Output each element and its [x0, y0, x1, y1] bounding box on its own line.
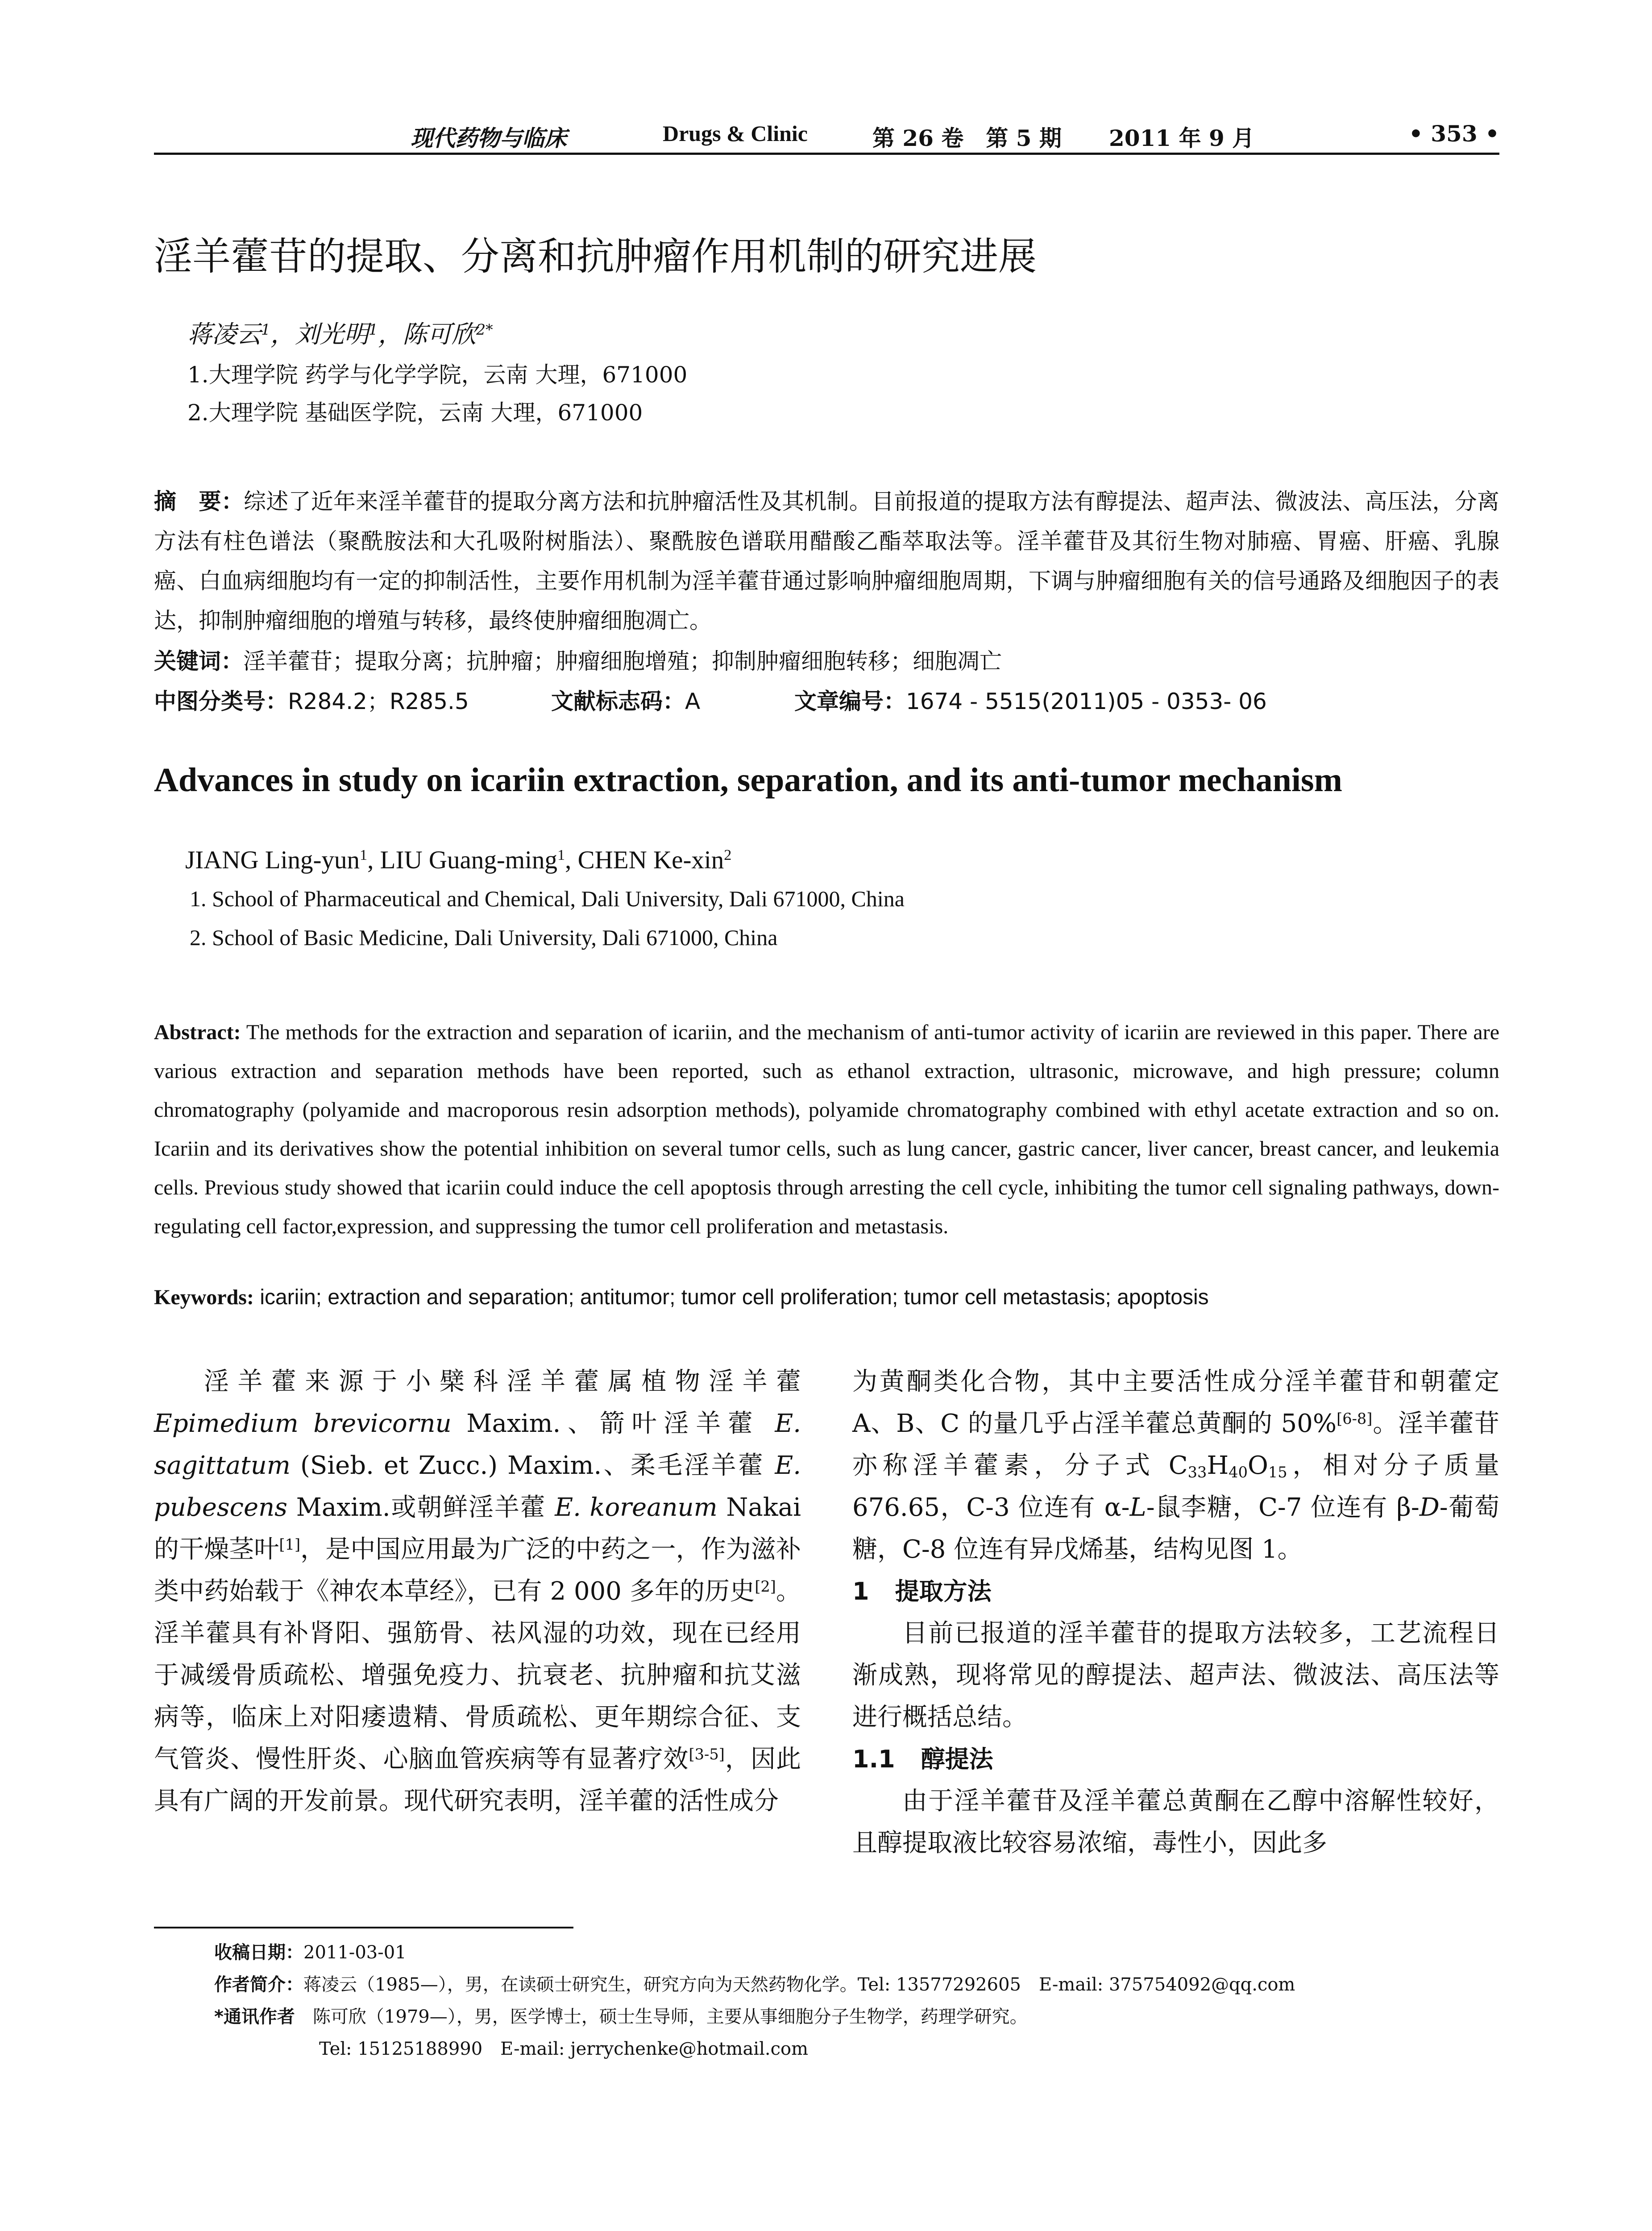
body-column-left	[154, 1361, 801, 1822]
article-title-cn: 淫羊藿苷的提取、分离和抗肿瘤作用机制的研究进展	[154, 234, 1037, 279]
body-paragraph: 目前已报道的淫羊藿苷的提取方法较多，工艺流程日渐成熟，现将常见的醇提法、超声法、微波法、高压法等进行概括总结。	[852, 1619, 1499, 1732]
author-list-cn: 蒋凌云$^1$，刘光明$^1$，陈可欣$^{2*}$	[187, 320, 493, 348]
volume-issue: 第 26 卷 第 5 期	[872, 125, 1062, 151]
journal-name-en: Drugs & Clinic	[663, 121, 808, 146]
keywords-text-en: icariin; extraction and separation; antitumor; tumor cell proliferation; tumor cell metastasis; apoptosis	[260, 1286, 1209, 1309]
classification-line	[154, 684, 1499, 715]
journal-name-cn: 现代药物与临床	[411, 125, 567, 151]
abstract-label-cn: 摘 要：	[154, 489, 244, 514]
abstract-cn	[154, 482, 1499, 641]
author-affil-mark: 2*	[476, 320, 493, 338]
body-paragraph: 淫羊藿来源于小檗科淫羊藿属植物淫羊藿 Epimedium brevicornu Maxim.、箭叶淫羊藿 E. sagittatum (Sieb. et Zucc.) Maxim.、柔毛淫羊藿 E. pubescens Maxim.或朝鲜淫羊藿 E. koreanum Nakai 的干燥茎叶[1]，是中国应用最为广泛的中药之一，作为滋补类中药始载于《神农本草经》，已有 2 000 多年的历史[2]。淫羊藿具有补肾阳、强筋骨、祛风湿的功效，现在已经用于减缓骨质疏松、增强免疫力、抗衰老、抗肿瘤和抗艾滋病等，临床上对阳痿遗精、骨质疏松、更年期综合征、支气管炎、慢性肝炎、心脑血管疾病等有显著疗效[3-5]，因此具有广阔的开发前景。现代研究表明，淫羊藿的活性成分	[154, 1367, 801, 1816]
document-code: 文献标志码：A	[551, 688, 701, 714]
article-title-en: Advances in study on icariin extraction, separation, and its anti-tumor mechanism	[154, 761, 1342, 799]
author-affil-mark: 2	[724, 847, 732, 864]
footnote-divider	[154, 1927, 573, 1928]
author-affil-mark: 1	[360, 847, 368, 864]
keywords-label-cn: 关键词：	[154, 648, 243, 674]
affiliation-cn-2: 2.大理学院 基础医学院，云南 大理，671000	[187, 400, 643, 426]
affiliation-en-1: 1. School of Pharmaceutical and Chemical, Dali University, Dali 671000, China	[190, 886, 905, 911]
author-name: 蒋凌云	[187, 320, 261, 348]
running-header	[154, 117, 1499, 155]
section-heading: 1 提取方法	[852, 1577, 992, 1605]
author-name: LIU Guang-ming	[380, 846, 557, 874]
body-paragraph: 为黄酮类化合物，其中主要活性成分淫羊藿苷和朝藿定 A、B、C 的量几乎占淫羊藿总黄酮的 50%[6-8]。淫羊藿苷亦称淫羊藿素，分子式 $C_{33}H_{40}O_{15}$，相对分子质量 676.65，C-3 位连有 α-L-鼠李糖，C-7 位连有 β-D-葡萄糖，C-8 位连有异戊烯基，结构见图 1。	[852, 1367, 1500, 1564]
keywords-text-cn: 淫羊藿苷；提取分离；抗肿瘤；肿瘤细胞增殖；抑制肿瘤细胞转移；细胞凋亡	[243, 648, 1002, 674]
author-bio: 作者简介：蒋凌云（1985—），男，在读硕士研究生，研究方向为天然药物化学。Tel: 13577292605 E-mail: 375754092@qq.com	[214, 1974, 1295, 1995]
species-name: E. koreanum	[555, 1493, 718, 1522]
clc-number: 中图分类号：R284.2；R285.5	[154, 688, 469, 714]
affiliation-en-2: 2. School of Basic Medicine, Dali University, Dali 671000, China	[190, 925, 778, 950]
keywords-en	[154, 1285, 1209, 1310]
author-affil-mark: 1	[557, 847, 565, 864]
keywords-label-en: Keywords:	[154, 1286, 254, 1309]
author-name: 陈可欣	[403, 320, 477, 348]
abstract-label-en: Abstract:	[154, 1020, 241, 1044]
author-list-en: JIANG Ling-yun$^1$, LIU Guang-ming$^1$, CHEN Ke-xin$^2$	[185, 846, 732, 874]
author-affil-mark: 1	[261, 320, 271, 338]
citation: [6-8]	[1337, 1410, 1373, 1427]
author-name: 刘光明	[295, 320, 369, 348]
corresponding-contact: Tel: 15125188990 E-mail: jerrychenke@hotmail.com	[319, 2039, 809, 2059]
body-paragraph: 由于淫羊藿苷及淫羊藿总黄酮在乙醇中溶解性较好，且醇提取液比较容易浓缩，毒性小，因此多	[852, 1787, 1499, 1858]
species-name: E. sagittatum	[154, 1409, 801, 1480]
species-name: E. pubescens	[154, 1451, 801, 1522]
corresponding-author: *通讯作者 陈可欣（1979—），男，医学博士，硕士生导师，主要从事细胞分子生物学，药理学研究。	[214, 2007, 1028, 2027]
received-date: 收稿日期：2011-03-01	[214, 1942, 407, 1963]
affiliation-cn-1: 1.大理学院 药学与化学学院，云南 大理，671000	[187, 362, 688, 388]
abstract-en	[154, 1013, 1499, 1246]
abstract-text-en: The methods for the extraction and separation of icariin, and the mechanism of anti-tumor activity of icariin are reviewed in this paper. There are various extraction and separation methods have been reported, such as ethanol extraction, ultrasonic, microwave, and high pressure; column chromatography (polyamide and macroporous resin adsorption methods), polyamide chromatography combined with ethyl acetate extraction and so on. Icariin and its derivatives show the potential inhibition on several tumor cells, such as lung cancer, gastric cancer, liver cancer, breast cancer, and leukemia cells. Previous study showed that icariin could induce the cell apoptosis through arresting the cell cycle, inhibiting the tumor cell signaling pathways, down-regulating cell factor,expression, and suppressing the tumor cell proliferation and metastasis.	[154, 1020, 1500, 1238]
abstract-text-cn: 综述了近年来淫羊藿苷的提取分离方法和抗肿瘤活性及其机制。目前报道的提取方法有醇提法、超声法、微波法、高压法，分离方法有柱色谱法（聚酰胺法和大孔吸附树脂法）、聚酰胺色谱联用醋酸乙酯萃取法等。淫羊藿苷及其衍生物对肺癌、胃癌、肝癌、乳腺癌、白血病细胞均有一定的抑制活性，主要作用机制为淫羊藿苷通过影响肿瘤细胞周期，下调与肿瘤细胞有关的信号通路及细胞因子的表达，抑制肿瘤细胞的增殖与转移，最终使肿瘤细胞凋亡。	[154, 489, 1500, 634]
article-number: 文章编号：1674 - 5515(2011)05 - 0353- 06	[794, 688, 1267, 714]
subsection-heading: 1.1 醇提法	[852, 1745, 993, 1773]
author-name: CHEN Ke-xin	[577, 846, 724, 874]
footnotes	[214, 1937, 1499, 2065]
author-affil-mark: 1	[369, 320, 378, 338]
species-name: Epimedium brevicornu	[154, 1409, 452, 1438]
citation: [2]	[755, 1577, 776, 1595]
keywords-cn	[154, 643, 1002, 676]
author-name: JIANG Ling-yun	[185, 846, 360, 874]
citation: [1]	[279, 1535, 301, 1553]
citation: [3-5]	[689, 1745, 725, 1763]
page-number: • 353 •	[1408, 120, 1499, 147]
issue-date: 2011 年 9 月	[1109, 125, 1255, 151]
body-column-right	[852, 1361, 1499, 1864]
